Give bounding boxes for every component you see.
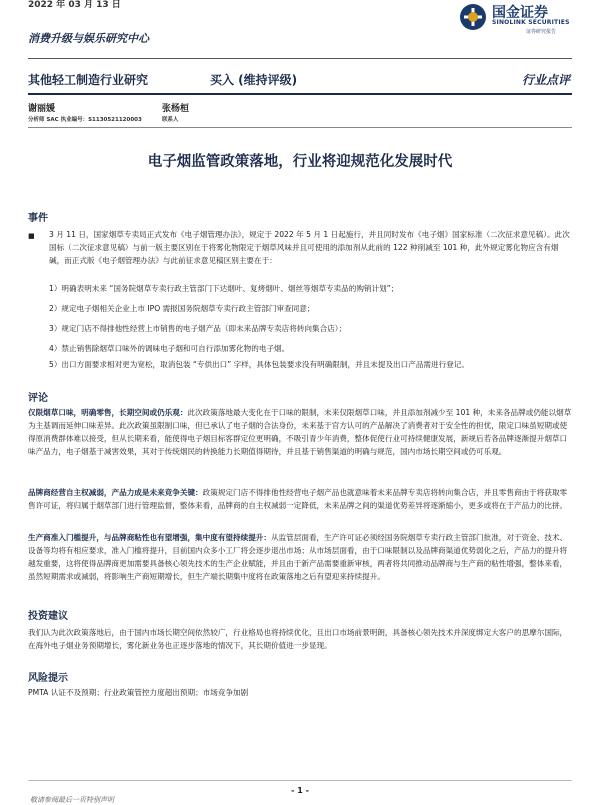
section-heading-comment: 评论 <box>28 393 48 404</box>
contact-role: 联系人 <box>162 117 179 123</box>
comment-lead: 仅限烟草口味，明确零售，长期空间或仍乐观： <box>28 408 188 417</box>
logo-name-cn: 国金证券 <box>492 5 548 21</box>
sector-name: 其他轻工制造行业研究 <box>28 73 149 87</box>
risk-text: PMTA 认证不及预期；行业政策管控力度超出预期；市场竞争加剧 <box>28 688 249 697</box>
comment-paragraph <box>28 531 572 583</box>
comment-paragraph <box>28 486 572 512</box>
report-type: 行业点评 <box>521 73 570 87</box>
logo-emblem-icon <box>458 2 488 32</box>
page-number: - 1 - <box>291 786 309 795</box>
comment-text: 此次政策落地最大变化在于口味的限制，未来仅限烟草口味，并且添加剂减少至 101 种，未来各品牌或仍能以烟草为主基调而延伸口味差异。此次政策虽限制口味，但已承认了电子烟的合法身份，未来基于官方认可的产品解决了消费者对于安全性的担忧，限定口味虽短期或使得原消费群体难以接受，但从长期来看，能使得电子烟目标客群定位更明确，不吸引青少年消费，整体促使行业可持续健康发展，新规后若各品牌逐渐提升烟草口味产品力，电子烟基于减害效果，其对于传统烟民的转换能力长期值得期待，并且基于销售渠道的明确与规范，国内市场长期空间或仍可乐观。 <box>28 408 572 456</box>
comment-paragraph <box>28 406 572 458</box>
comment-lead: 生产商准入门槛提升，与品牌商粘性也有望增强，集中度有望持续提升： <box>28 533 271 542</box>
analyst-name: 谢丽媛 <box>28 104 56 114</box>
section-heading-investment: 投资建议 <box>28 611 68 622</box>
header-divider-thick <box>28 93 572 95</box>
comment-lead: 品牌商经营自主权减弱，产品力成是未来竞争关键： <box>28 488 203 497</box>
rating: 买入 (维持评级) <box>210 73 298 87</box>
bullet-square-icon: ■ <box>28 232 35 240</box>
footer-divider <box>28 780 572 781</box>
section-heading-risk: 风险提示 <box>28 673 68 684</box>
sinolink-logo <box>458 0 578 40</box>
logo-name-en: SINOLINK SECURITIES <box>492 19 570 26</box>
event-item: 2）规定电子烟相关企业上市 IPO 需报国务院烟草专卖行政主管部门审查同意； <box>49 304 315 313</box>
event-item: 4）禁止销售除烟草口味外的调味电子烟和可自行添加雾化物的电子烟。 <box>49 344 290 353</box>
header-divider <box>28 58 572 59</box>
event-item: 1）明确表明未来 “国务院烟草专卖行政主管部门下达烟叶、复烤烟叶、烟丝等烟草专卖品的购销计划”； <box>49 284 399 293</box>
logo-subtitle: 证券研究报告 <box>526 29 557 35</box>
contact-name: 张杨桓 <box>162 104 190 114</box>
analyst-certificate: 分析师 SAC 执业编号：S1130521120003 <box>28 117 142 123</box>
research-center: 消费升级与娱乐研究中心 <box>28 32 149 45</box>
event-item: 3）规定门店不得排他性经营上市销售的电子烟产品（即未来品牌专卖店将转向集合店）； <box>49 324 347 333</box>
section-heading-event: 事件 <box>28 213 48 224</box>
disclaimer-note: 敬请参阅最后一页特别声明 <box>30 796 114 804</box>
analyst-divider <box>28 127 572 128</box>
report-date: 2022 年 03 月 13 日 <box>28 0 121 10</box>
event-intro: 3 月 11 日，国家烟草专卖局正式发布《电子烟管理办法》，规定于 2022 年 5 月 1 日起施行，并且同时发布《电子烟》国家标准（二次征求意见稿）。此次国标（二次征求意见稿）与前一版主要区别在于将雾化物限定于烟草风味并且可使用的添加剂从此前的 122 种削减至 101 种，此外规定雾化物应含有烟碱，而正式版《电子烟管理办法》与此前征求意见稿区别主要在于： <box>49 230 570 265</box>
investment-text: 我们认为此次政策落地后，由于国内市场长期空间依然较广，行业格局也将持续优化，且出口市场前景明朗，具备核心领先技术并深度绑定大客户的思摩尔国际，在海外电子烟业务预期增长，雾化新业务也正逐步落地的情况下，其长期价值进一步显现。 <box>28 628 568 650</box>
comment-text: 政策规定门店不得排他性经营电子烟产品也就意味着未来品牌专卖店将转向集合店，并且零售商由于将获取零售许可证，将归属于烟草部门进行管理监督，整体来看，品牌商的自主权减弱一定降低，未来品牌之间的渠道优势差异将逐渐缩小，更多或将在于产品力的比拼。 <box>28 488 568 510</box>
event-item: 5）出口方面要求相对更为宽松，取消包装 “专供出口” 字样，具体包装要求没有明确限制，并且未提及出口产品需进行登记。 <box>49 360 469 369</box>
report-title: 电子烟监管政策落地，行业将迎规范化发展时代 <box>147 154 453 170</box>
comment-text: 从监管层面看，生产许可证必须经国务院烟草专卖行政主管部门批准，对于资金、技术、设备等均将有相应要求，准入门槛将提升，目前国内众多小工厂将会逐步退出市场；从市场层面看，由于口味限制以及品牌商渠道优势弱化之后，产品力的提升将越发重要，这将使得品牌商更加需要具备核心领先技术的生产企业赋能，并且由于新产品需要重新审核，两者将共同推动品牌商与生产商的粘性增强，整体来看，虽然短期需求或减弱，将影响生产商短期增长，但生产端长期集中度将在政策落地之后有望迎来持续提升。 <box>28 533 568 581</box>
